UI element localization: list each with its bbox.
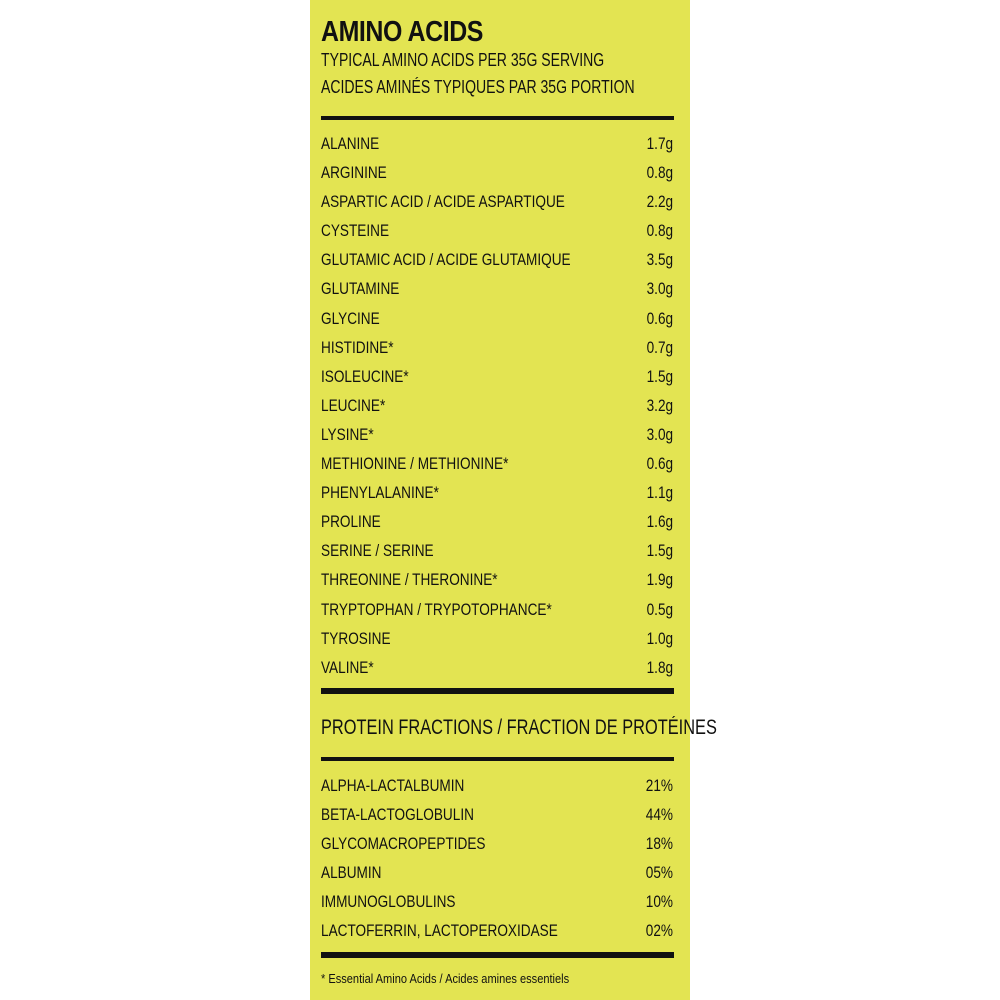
amino-acid-row bbox=[321, 508, 673, 537]
protein-fraction-row-name: ALBUMIN bbox=[321, 863, 382, 883]
amino-acid-row-value: 0.8g bbox=[646, 163, 673, 183]
amino-acid-row-value: 3.0g bbox=[646, 424, 673, 444]
amino-acid-row bbox=[321, 275, 673, 304]
amino-acid-row-name: LEUCINE* bbox=[321, 395, 386, 415]
amino-acid-row-value: 1.0g bbox=[646, 628, 673, 648]
amino-acid-row-name: ARGININE bbox=[321, 163, 387, 183]
amino-acid-row-name: PROLINE bbox=[321, 512, 381, 532]
amino-acids-list bbox=[321, 130, 673, 683]
protein-fractions-heading: PROTEIN FRACTIONS / FRACTION DE PROTÉINES bbox=[321, 716, 717, 739]
amino-acid-row-value: 0.6g bbox=[646, 308, 673, 328]
subtitle-french: ACIDES AMINÉS TYPIQUES PAR 35G PORTION bbox=[321, 77, 635, 97]
header-divider bbox=[321, 116, 674, 120]
protein-fraction-row-value: 21% bbox=[645, 776, 673, 795]
amino-acid-row-value: 2.2g bbox=[646, 192, 673, 212]
panel-title: AMINO ACIDS bbox=[321, 16, 484, 48]
protein-fraction-row-value: 05% bbox=[645, 863, 673, 883]
protein-fraction-row bbox=[321, 801, 673, 830]
amino-acid-row bbox=[321, 246, 673, 275]
amino-acid-row-value: 1.8g bbox=[646, 657, 673, 677]
amino-acid-row bbox=[321, 130, 673, 159]
amino-acid-row-name: METHIONINE / METHIONINE* bbox=[321, 454, 509, 474]
protein-fraction-row-value: 02% bbox=[645, 921, 673, 941]
amino-acid-row bbox=[321, 334, 673, 363]
amino-acid-row-name: TRYPTOPHAN / TRYPOTOPHANCE* bbox=[321, 599, 552, 619]
amino-acid-row bbox=[321, 450, 673, 479]
protein-fraction-row-name: BETA-LACTOGLOBULIN bbox=[321, 805, 474, 825]
amino-acid-row-name: SERINE / SERINE bbox=[321, 541, 434, 561]
amino-acid-row bbox=[321, 363, 673, 392]
protein-fraction-row-name: ALPHA-LACTALBUMIN bbox=[321, 776, 465, 795]
amino-acid-row-value: 3.0g bbox=[646, 279, 673, 299]
nutrition-panel bbox=[310, 0, 717, 1000]
protein-fraction-row bbox=[321, 859, 673, 888]
footer-divider bbox=[321, 952, 674, 958]
protein-fraction-row-name: IMMUNOGLOBULINS bbox=[321, 892, 456, 912]
amino-acid-row bbox=[321, 566, 673, 595]
protein-fraction-row bbox=[321, 772, 673, 801]
amino-acid-row-value: 1.6g bbox=[646, 512, 673, 532]
amino-acid-row-value: 0.6g bbox=[646, 454, 673, 474]
amino-acid-row bbox=[321, 392, 673, 421]
amino-acid-row-value: 1.7g bbox=[646, 134, 673, 153]
amino-acid-row bbox=[321, 159, 673, 188]
amino-acid-row-name: LYSINE* bbox=[321, 424, 374, 444]
amino-acid-row-name: ISOLEUCINE* bbox=[321, 366, 409, 386]
protein-fraction-row bbox=[321, 888, 673, 917]
amino-acid-row bbox=[321, 217, 673, 246]
protein-fractions-list bbox=[321, 772, 673, 947]
amino-acid-row-name: ALANINE bbox=[321, 134, 380, 153]
amino-acid-row-value: 1.5g bbox=[646, 366, 673, 386]
protein-fraction-row-value: 44% bbox=[645, 805, 673, 825]
amino-acid-row-name: GLUTAMINE bbox=[321, 279, 400, 299]
amino-acid-row-name: ASPARTIC ACID / ACIDE ASPARTIQUE bbox=[321, 192, 565, 212]
amino-acid-row bbox=[321, 596, 673, 625]
amino-acid-row-value: 1.9g bbox=[646, 570, 673, 590]
amino-acid-row-name: GLUTAMIC ACID / ACIDE GLUTAMIQUE bbox=[321, 250, 571, 270]
protein-fraction-row-value: 10% bbox=[645, 892, 673, 912]
amino-acid-row-value: 0.8g bbox=[646, 221, 673, 241]
amino-acid-row-name: THREONINE / THERONINE* bbox=[321, 570, 498, 590]
amino-acid-row bbox=[321, 537, 673, 566]
amino-acid-row-value: 0.5g bbox=[646, 599, 673, 619]
amino-acid-row-name: TYROSINE bbox=[321, 628, 391, 648]
amino-acid-row-name: HISTIDINE* bbox=[321, 337, 394, 357]
amino-acid-row bbox=[321, 305, 673, 334]
amino-acid-row bbox=[321, 654, 673, 683]
protein-fraction-row-name: GLYCOMACROPEPTIDES bbox=[321, 834, 486, 854]
amino-acid-row-value: 1.1g bbox=[646, 483, 673, 503]
amino-acid-row bbox=[321, 479, 673, 508]
protein-fraction-row-name: LACTOFERRIN, LACTOPEROXIDASE bbox=[321, 921, 558, 941]
amino-acid-row-value: 0.7g bbox=[646, 337, 673, 357]
amino-acid-row bbox=[321, 625, 673, 654]
amino-acid-row bbox=[321, 421, 673, 450]
protein-fraction-row-value: 18% bbox=[645, 834, 673, 854]
amino-acid-row-name: PHENYLALANINE* bbox=[321, 483, 439, 503]
amino-acid-row-value: 3.2g bbox=[646, 395, 673, 415]
amino-acid-row bbox=[321, 188, 673, 217]
protein-fractions-divider bbox=[321, 757, 674, 761]
protein-fraction-row bbox=[321, 830, 673, 859]
amino-acid-row-name: VALINE* bbox=[321, 657, 374, 677]
amino-acid-row-value: 3.5g bbox=[646, 250, 673, 270]
amino-acid-row-name: GLYCINE bbox=[321, 308, 380, 328]
protein-fraction-row bbox=[321, 917, 673, 946]
amino-acid-row-name: CYSTEINE bbox=[321, 221, 390, 241]
footnote: * Essential Amino Acids / Acides amines essentiels bbox=[321, 971, 570, 986]
amino-acid-row-value: 1.5g bbox=[646, 541, 673, 561]
subtitle-english: TYPICAL AMINO ACIDS PER 35G SERVING bbox=[321, 50, 605, 70]
amino-acids-divider bbox=[321, 688, 674, 694]
